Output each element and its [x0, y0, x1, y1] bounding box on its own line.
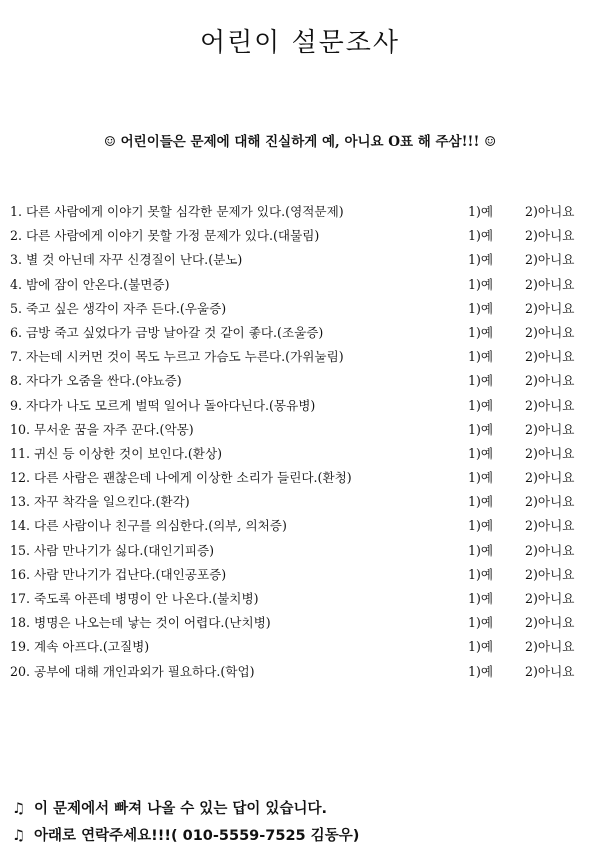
option-no[interactable]: 2)아니요 — [525, 518, 575, 534]
option-yes[interactable]: 1)예 — [468, 397, 494, 413]
option-no[interactable]: 2)아니요 — [525, 494, 575, 510]
option-yes[interactable]: 1)예 — [468, 276, 494, 292]
option-no[interactable]: 2)아니요 — [525, 445, 575, 461]
question-row — [10, 224, 595, 248]
question-text: 1. 다른 사람에게 이야기 못할 심각한 문제가 있다.(영적문제) — [10, 204, 344, 219]
question-list — [10, 200, 595, 684]
option-no[interactable]: 2)아니요 — [525, 397, 575, 413]
question-text: 18. 병명은 나오는데 낳는 것이 어렵다.(난치병) — [10, 615, 271, 631]
option-no[interactable]: 2)아니요 — [525, 324, 575, 340]
question-text: 17. 죽도록 아픈데 병명이 안 나온다.(불치병) — [10, 591, 259, 606]
question-row — [10, 297, 595, 321]
question-row — [10, 466, 595, 490]
question-row — [10, 539, 595, 563]
option-yes[interactable]: 1)예 — [468, 373, 494, 389]
question-row — [10, 418, 595, 442]
option-no[interactable]: 2)아니요 — [525, 566, 575, 582]
question-text: 9. 자다가 나도 모르게 벌떡 일어나 돌아다닌다.(몽유병) — [10, 397, 316, 413]
question-text: 8. 자다가 오줌을 싼다.(야뇨증) — [10, 373, 182, 389]
option-yes[interactable]: 1)예 — [468, 300, 494, 316]
option-yes[interactable]: 1)예 — [468, 518, 494, 534]
question-row — [10, 490, 595, 514]
option-no[interactable]: 2)아니요 — [525, 276, 575, 292]
question-text: 19. 계속 아프다.(고질병) — [10, 639, 150, 655]
instruction-notice: ☺ 어린이들은 문제에 대해 진실하게 예, 아니요 O표 해 주삼!!! ☺ — [103, 134, 497, 150]
question-row — [10, 369, 595, 393]
question-row — [10, 248, 595, 272]
option-no[interactable]: 2)아니요 — [525, 373, 575, 389]
question-row — [10, 321, 595, 345]
question-row — [10, 563, 595, 587]
question-row — [10, 514, 595, 538]
music-note-icon: ♫ — [12, 828, 25, 844]
question-text: 11. 귀신 등 이상한 것이 보인다.(환상) — [10, 445, 223, 461]
question-text: 14. 다른 사람이나 친구를 의심한다.(의부, 의처증) — [10, 518, 287, 534]
option-no[interactable]: 2)아니요 — [525, 615, 575, 631]
option-yes[interactable]: 1)예 — [468, 421, 494, 437]
option-yes[interactable]: 1)예 — [468, 639, 494, 655]
option-yes[interactable]: 1)예 — [468, 470, 494, 486]
option-no[interactable]: 2)아니요 — [525, 542, 575, 558]
option-yes[interactable]: 1)예 — [468, 349, 494, 365]
question-text: 12. 다른 사람은 괜찮은데 나에게 이상한 소리가 들린다.(환청) — [10, 470, 352, 486]
question-row — [10, 442, 595, 466]
option-yes[interactable]: 1)예 — [468, 204, 494, 219]
question-text: 13. 자꾸 착각을 일으킨다.(환각) — [10, 494, 190, 510]
option-yes[interactable]: 1)예 — [468, 228, 494, 244]
option-no[interactable]: 2)아니요 — [525, 228, 575, 244]
option-no[interactable]: 2)아니요 — [525, 639, 575, 655]
question-text: 2. 다른 사람에게 이야기 못할 가정 문제가 있다.(대물림) — [10, 228, 320, 244]
question-row — [10, 345, 595, 369]
option-no[interactable]: 2)아니요 — [525, 421, 575, 437]
question-text: 15. 사람 만나기가 싫다.(대인기피증) — [10, 542, 215, 558]
option-no[interactable]: 2)아니요 — [525, 252, 575, 268]
music-note-icon: ♫ — [12, 801, 25, 817]
option-no[interactable]: 2)아니요 — [525, 300, 575, 316]
option-yes[interactable]: 1)예 — [468, 591, 494, 606]
option-no[interactable]: 2)아니요 — [525, 349, 575, 365]
question-row — [10, 660, 595, 684]
option-no[interactable]: 2)아니요 — [525, 663, 575, 679]
question-text: 3. 별 것 아닌데 자꾸 신경질이 난다.(분노) — [10, 252, 243, 268]
question-text: 20. 공부에 대해 개인과외가 필요하다.(학업) — [10, 663, 255, 679]
option-yes[interactable]: 1)예 — [468, 542, 494, 558]
question-row — [10, 635, 595, 659]
question-text: 7. 자는데 시커먼 것이 목도 누르고 가슴도 누른다.(가위눌림) — [10, 349, 344, 365]
question-text: 4. 밤에 잠이 안온다.(불면증) — [10, 276, 170, 292]
option-no[interactable]: 2)아니요 — [525, 470, 575, 486]
option-yes[interactable]: 1)예 — [468, 252, 494, 268]
question-row — [10, 587, 595, 611]
question-row — [10, 611, 595, 635]
option-no[interactable]: 2)아니요 — [525, 204, 575, 219]
page-title: 어린이 설문조사 — [199, 28, 401, 58]
question-row — [10, 273, 595, 297]
footer-line-contact — [12, 823, 592, 850]
question-text: 6. 금방 죽고 싶었다가 금방 날아갈 것 같이 좋다.(조울증) — [10, 324, 324, 340]
option-yes[interactable]: 1)예 — [468, 566, 494, 582]
question-text: 10. 무서운 꿈을 자주 꾼다.(악몽) — [10, 421, 194, 437]
option-yes[interactable]: 1)예 — [468, 494, 494, 510]
footer-contact-text: 아래로 연락주세요!!!( 010-5559-7525 김동우) — [34, 828, 360, 844]
option-no[interactable]: 2)아니요 — [525, 591, 575, 606]
option-yes[interactable]: 1)예 — [468, 663, 494, 679]
option-yes[interactable]: 1)예 — [468, 324, 494, 340]
option-yes[interactable]: 1)예 — [468, 445, 494, 461]
footer-answer-text: 이 문제에서 빠져 나올 수 있는 답이 있습니다. — [34, 801, 327, 817]
question-row — [10, 200, 595, 224]
question-text: 5. 죽고 싶은 생각이 자주 든다.(우울증) — [10, 300, 227, 316]
question-row — [10, 394, 595, 418]
footer-line-answer — [12, 796, 592, 823]
question-text: 16. 사람 만나기가 겁난다.(대인공포증) — [10, 566, 227, 582]
contact-footer — [12, 796, 592, 850]
option-yes[interactable]: 1)예 — [468, 615, 494, 631]
